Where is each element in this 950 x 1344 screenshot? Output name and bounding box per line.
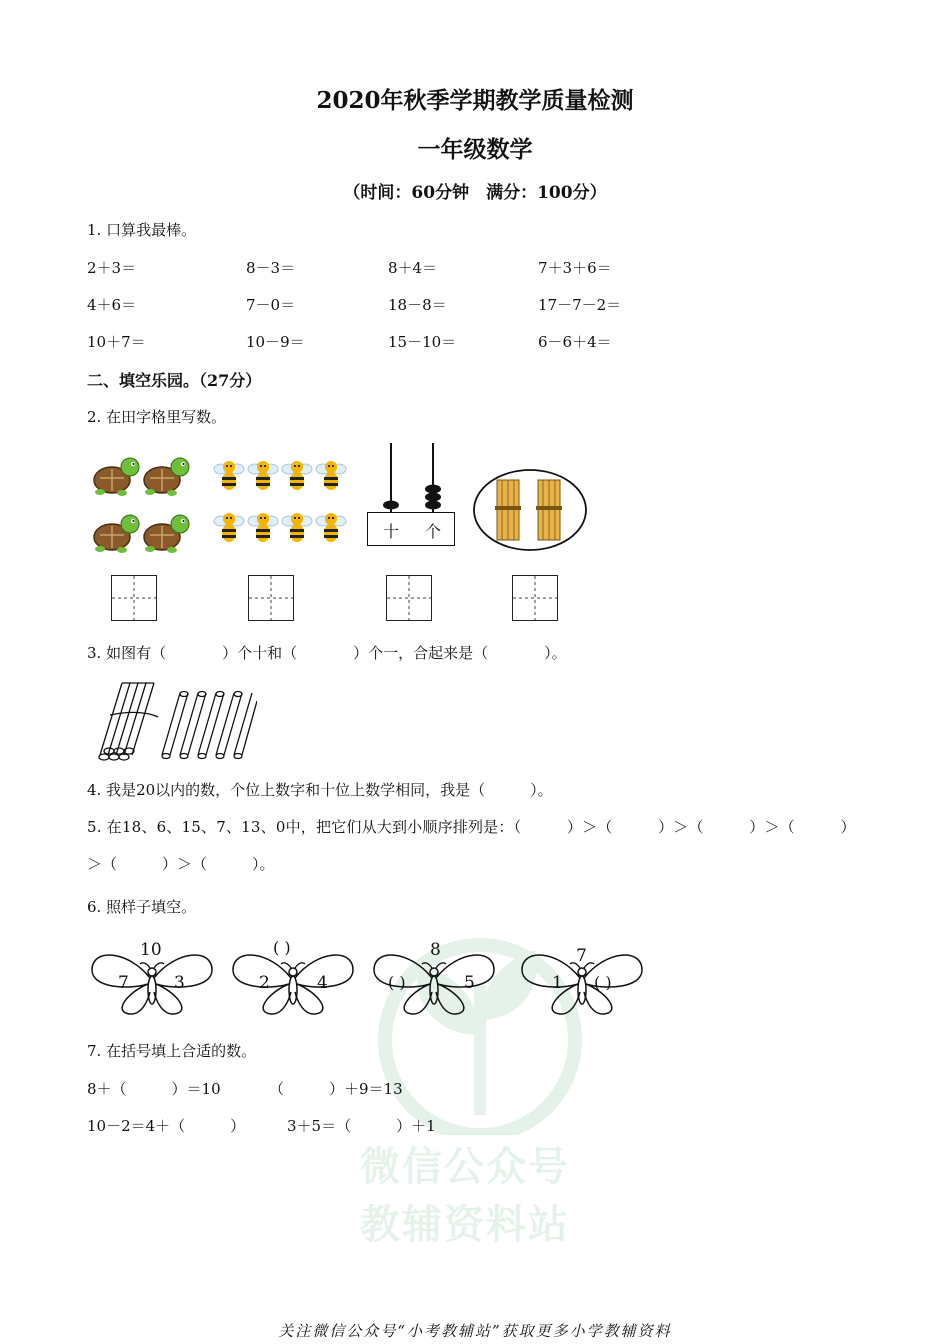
butterfly-1 — [88, 940, 216, 1020]
abacus-picture — [366, 443, 456, 547]
exam-meta: （时间：60分钟 满分：100分） — [343, 183, 607, 203]
butterfly-3-right: 5 — [464, 973, 475, 993]
q1-item: 8－3＝ — [246, 259, 296, 277]
q1-item: 17－7－2＝ — [538, 296, 622, 314]
tian-grid-answer-3[interactable] — [386, 575, 432, 621]
butterfly-1-left: 7 — [118, 973, 129, 993]
q6-label: 6. 照样子填空。 — [87, 898, 197, 916]
butterfly-2 — [229, 940, 357, 1020]
abacus-tens-label: 十 — [383, 522, 400, 541]
q5-line1: 5. 在18、6、15、7、13、0中，把它们从大到小顺序排列是：（ ）＞（ ）＞（ ）＞（ ） — [87, 818, 856, 836]
sticks-picture — [92, 675, 257, 765]
stick-bundles-picture — [472, 468, 590, 552]
section2-heading: 二、填空乐园。（27分） — [87, 371, 262, 390]
tian-grid-answer-1[interactable] — [111, 575, 157, 621]
butterfly-4-right-blank[interactable]: ( ) — [594, 973, 612, 992]
butterfly-2-top-blank[interactable]: ( ) — [273, 938, 291, 957]
q3-part-1: 3. 如图有（ — [87, 644, 167, 662]
abacus-rods-icon — [366, 443, 456, 513]
turtles-picture — [90, 445, 200, 560]
q7-eq-1: 8＋（ ）＝10 — [87, 1080, 221, 1098]
butterfly-icon — [229, 940, 357, 1020]
butterfly-4 — [518, 940, 646, 1020]
butterfly-1-right: 3 — [174, 973, 185, 993]
watermark-line2: 教辅资料站 — [360, 1202, 570, 1248]
q1-item: 6－6＋4＝ — [538, 333, 612, 351]
q1-item: 8＋4＝ — [388, 259, 438, 277]
butterfly-1-top: 10 — [140, 940, 162, 960]
butterfly-2-right: 4 — [317, 973, 328, 993]
q7-eq-3: 10－2＝4＋（ ） — [87, 1117, 246, 1135]
q3-part-3: ）个一，合起来是（ — [353, 644, 489, 662]
footer-note: 关注微信公众号“小考教辅站”获取更多小学教辅资料 — [278, 1322, 672, 1340]
butterfly-3-top: 8 — [430, 940, 441, 960]
q1-item: 15－10＝ — [388, 333, 457, 351]
q1-item: 10＋7＝ — [87, 333, 146, 351]
q1-item: 7－0＝ — [246, 296, 296, 314]
q1-item: 2＋3＝ — [87, 259, 137, 277]
watermark-line1: 微信公众号 — [360, 1144, 570, 1190]
tian-grid-answer-2[interactable] — [248, 575, 294, 621]
butterfly-3-left-blank[interactable]: ( ) — [388, 973, 406, 992]
q5-line2: ＞（ ）＞（ ）。 — [87, 855, 275, 873]
butterfly-4-top: 7 — [576, 946, 587, 966]
abacus-ones-label: 个 — [425, 522, 442, 541]
abacus-base — [367, 512, 455, 546]
butterfly-3 — [370, 940, 498, 1020]
q1-item: 18－8＝ — [388, 296, 447, 314]
q1-item: 7＋3＋6＝ — [538, 259, 612, 277]
q4-text: 4. 我是20以内的数，个位上数字和十位上数学相同，我是（ ）。 — [87, 781, 553, 799]
q7-label: 7. 在括号填上合适的数。 — [87, 1042, 257, 1060]
q3-text — [87, 642, 567, 663]
bees-picture — [213, 455, 353, 555]
q1-label: 1. 口算我最棒。 — [87, 221, 197, 239]
butterfly-2-left: 2 — [259, 973, 270, 993]
exam-title: 2020年秋季学期教学质量检测 — [316, 87, 634, 114]
tian-grid-answer-4[interactable] — [512, 575, 558, 621]
q1-item: 4＋6＝ — [87, 296, 137, 314]
butterfly-4-left: 1 — [552, 973, 563, 993]
q1-item: 10－9＝ — [246, 333, 305, 351]
q3-part-4: ）。 — [544, 644, 567, 662]
q3-part-2: ）个十和（ — [222, 644, 298, 662]
q7-eq-2: （ ）＋9＝13 — [269, 1080, 403, 1098]
q2-label: 2. 在田字格里写数。 — [87, 408, 227, 426]
q7-eq-4: 3＋5＝（ ）＋1 — [287, 1117, 436, 1135]
exam-subtitle: 一年级数学 — [417, 136, 533, 163]
